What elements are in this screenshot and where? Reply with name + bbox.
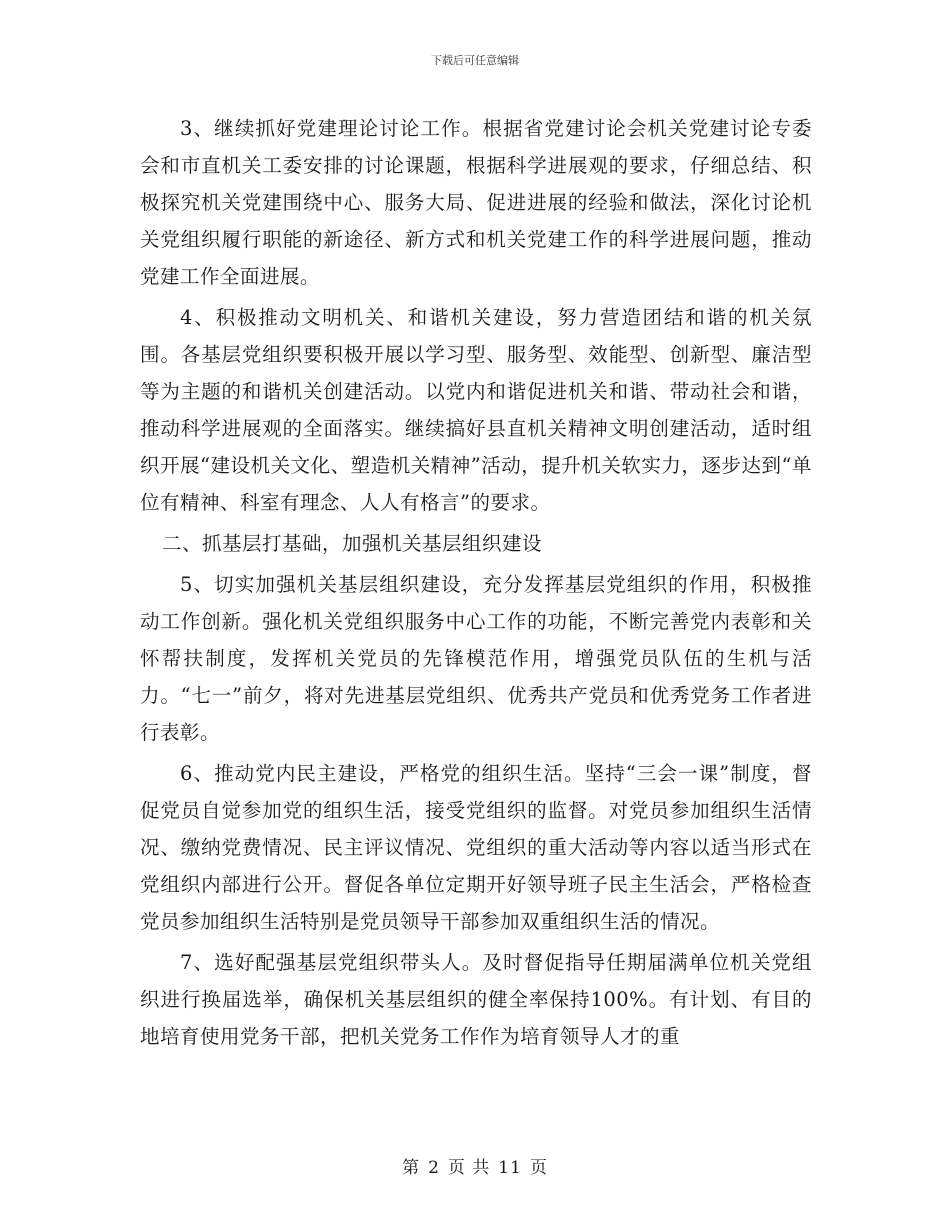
footer-suffix: 页	[529, 1158, 548, 1178]
document-body	[140, 110, 812, 1055]
footer-page-number: 2	[428, 1158, 440, 1178]
section-heading-2: 二、抓基层打基础，加强机关基层组织建设	[162, 532, 543, 555]
footer-middle: 页 共	[447, 1158, 491, 1178]
footer-prefix: 第	[402, 1158, 421, 1178]
paragraph-5: 5、切实加强机关基层组织建设，充分发挥基层党组织的作用，积极推动工作创新。强化机关党组织服务中心工作的功能，不断完善党内表彰和关怀帮扶制度，发挥机关党员的先锋模范作用，增强党员队伍的生机与活力。“七一”前夕，将对先进基层党组织、优秀共产党员和优秀党务工作者进行表彰。	[140, 573, 812, 744]
footer-total-pages: 11	[498, 1158, 522, 1178]
header-note: 下载后可任意编辑	[431, 54, 519, 67]
paragraph-6: 6、推动党内民主建设，严格党的组织生活。坚持“三会一课”制度，督促党员自觉参加党的组织生活，接受党组织的监督。对党员参加组织生活情况、缴纳党费情况、民主评议情况、党组织的重大活动等内容以适当形式在党组织内部进行公开。督促各单位定期开好领导班子民主生活会，严格检查党员参加组织生活特别是党员领导干部参加双重组织生活的情况。	[140, 762, 812, 933]
paragraph-7: 7、选好配强基层党组织带头人。及时督促指导任期届满单位机关党组织进行换届选举，确保机关基层组织的健全率保持100%。有计划、有目的地培育使用党务干部，把机关党务工作作为培育领导人才的重	[140, 951, 812, 1048]
page-footer	[0, 1153, 950, 1178]
paragraph-4: 4、积极推动文明机关、和谐机关建设，努力营造团结和谐的机关氛围。各基层党组织要积极开展以学习型、服务型、效能型、创新型、廉洁型等为主题的和谐机关创建活动。以党内和谐促进机关和谐、带动社会和谐，推动科学进展观的全面落实。继续搞好县直机关精神文明创建活动，适时组织开展“建设机关文化、塑造机关精神”活动，提升机关软实力，逐步达到“单位有精神、科室有理念、人人有格言”的要求。	[140, 306, 812, 514]
paragraph-3: 3、继续抓好党建理论讨论工作。根据省党建讨论会机关党建讨论专委会和市直机关工委安排的讨论课题，根据科学进展观的要求，仔细总结、积极探究机关党建围绕中心、服务大局、促进进展的经验和做法，深化讨论机关党组织履行职能的新途径、新方式和机关党建工作的科学进展问题，推动党建工作全面进展。	[140, 117, 812, 288]
